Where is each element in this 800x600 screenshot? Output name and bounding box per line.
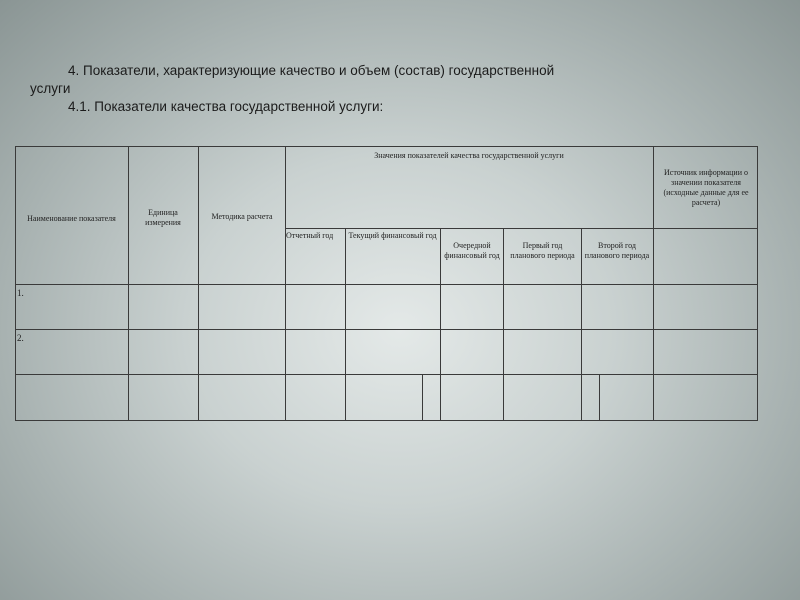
table-border-right [757,146,758,421]
col-divider [503,228,504,421]
subheader-plan-year-1: Первый год планового периода [510,241,575,260]
col-divider [653,146,654,421]
subheader-current-year: Текущий финансовый год [348,231,437,240]
col-divider [285,146,286,421]
table-border-top [15,146,758,147]
col-divider [198,146,199,421]
subheader-plan-year-2: Второй год планового периода [584,241,650,260]
header-indicator-name: Наименование показателя [27,214,116,223]
heading-line-2: услуги [30,81,71,96]
row-divider [15,329,758,330]
heading-line-3: 4.1. Показатели качества государственной услуги: [68,99,384,114]
col-divider [422,374,423,421]
col-divider [128,146,129,421]
quality-indicators-table [15,146,758,421]
col-divider [599,374,600,421]
header-unit: Единица измерения [145,208,181,227]
subheader-reported-year: Отчетный год [286,231,334,240]
row-divider [15,284,758,285]
row-divider [15,374,758,375]
table-border-bottom [15,420,758,421]
col-divider [581,228,582,421]
subheader-next-year: Очередной финансовый год [444,241,500,260]
header-source: Источник информации о значении показателя (исходные данные для ее расчета) [663,168,749,207]
heading-line-1: 4. Показатели, характеризующие качество и объем (состав) государственной [68,63,555,78]
row-label-2: 2. [17,333,24,343]
table-border-left [15,146,16,421]
section-heading [30,62,650,116]
header-values-group: Значения показателей качества государственной услуги [374,151,564,160]
row-label-1: 1. [17,288,24,298]
col-divider [440,228,441,421]
header-divider [285,228,758,229]
col-divider [345,228,346,421]
header-method: Методика расчета [211,212,273,221]
